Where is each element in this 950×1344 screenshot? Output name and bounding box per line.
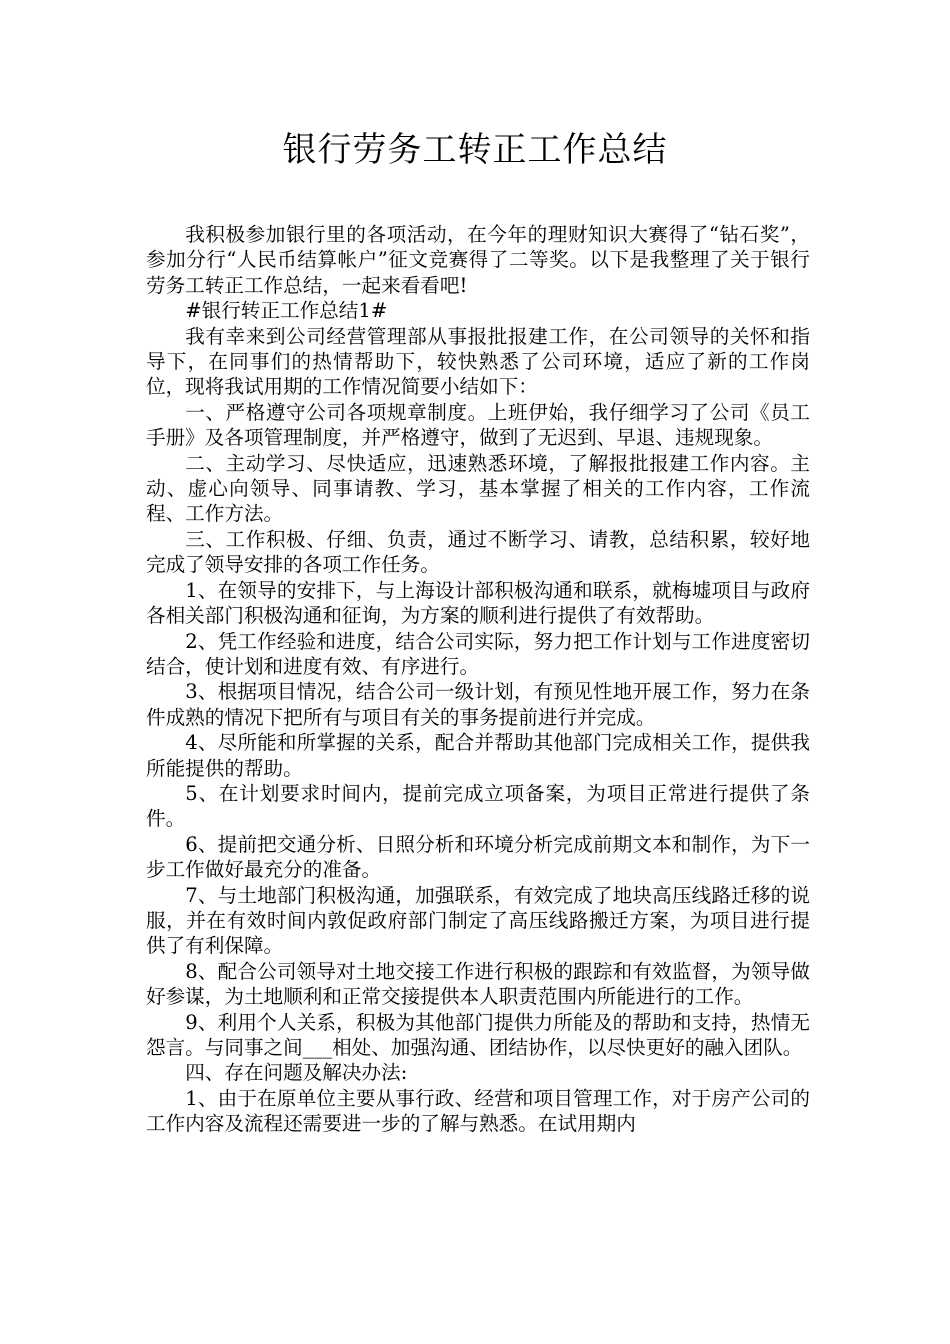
paragraph-point-1: 一、严格遵守公司各项规章制度。上班伊始，我仔细学习了公司《员工手册》及各项管理制度，并严格遵守，做到了无迟到、早退、违规现象。	[146, 400, 810, 450]
paragraph-item-8: 8、配合公司领导对土地交接工作进行积极的跟踪和有效监督，为领导做好参谋，为土地顺利和正常交接提供本人职责范围内所能进行的工作。	[146, 959, 810, 1009]
paragraph-point-4: 四、存在问题及解决办法:	[185, 1061, 408, 1085]
document-title: 银行劳务工转正工作总结	[282, 130, 668, 170]
paragraph-point-2: 二、主动学习、尽快适应，迅速熟悉环境，了解报批报建工作内容。主动、虚心向领导、同事请教、学习，基本掌握了相关的工作内容，工作流程、工作方法。	[146, 451, 810, 526]
paragraph-item-4: 4、尽所能和所掌握的关系，配合并帮助其他部门完成相关工作，提供我所能提供的帮助。	[146, 731, 810, 780]
paragraph-item-6: 6、提前把交通分析、日照分析和环境分析完成前期文本和制作，为下一步工作做好最充分的准备。	[146, 832, 810, 882]
paragraph-intro: 我积极参加银行里的各项活动，在今年的理财知识大赛得了“钻石奖”，参加分行“人民币结算帐户”征文竞赛得了二等奖。以下是我整理了关于银行劳务工转正工作总结，一起来看看吧!	[146, 223, 810, 297]
paragraph-item-5: 5、在计划要求时间内，提前完成立项备案，为项目正常进行提供了条件。	[146, 781, 810, 831]
paragraph-item-1: 1、在领导的安排下，与上海设计部积极沟通和联系，就梅墟项目与政府各相关部门积极沟通和征询，为方案的顺利进行提供了有效帮助。	[146, 578, 810, 628]
paragraph-opening: 我有幸来到公司经营管理部从事报批报建工作，在公司领导的关怀和指导下，在同事们的热情帮助下，较快熟悉了公司环境，适应了新的工作岗位，现将我试用期的工作情况简要小结如下：	[146, 324, 810, 399]
paragraph-item-9: 9、利用个人关系，积极为其他部门提供力所能及的帮助和支持，热情无怨言。与同事之间___相处、加强沟通、团结协作，以尽快更好的融入团队。	[146, 1010, 810, 1059]
paragraph-point-3: 三、工作积极、仔细、负责，通过不断学习、请教，总结积累，较好地完成了领导安排的各项工作任务。	[146, 527, 810, 577]
paragraph-item-2: 2、凭工作经验和进度，结合公司实际，努力把工作计划与工作进度密切结合，使计划和进度有效、有序进行。	[146, 629, 810, 678]
paragraph-item-3: 3、根据项目情况，结合公司一级计划，有预见性地开展工作，努力在条件成熟的情况下把所有与项目有关的事务提前进行并完成。	[146, 680, 810, 729]
paragraph-issue-1: 1、由于在原单位主要从事行政、经营和项目管理工作，对于房产公司的工作内容及流程还需要进一步的了解与熟悉。在试用期内	[146, 1086, 810, 1136]
paragraph-section-heading: #银行转正工作总结1#	[185, 299, 388, 323]
document-body	[146, 222, 810, 1137]
paragraph-item-7: 7、与土地部门积极沟通，加强联系，有效完成了地块高压线路迁移的说服，并在有效时间内敦促政府部门制定了高压线路搬迁方案，为项目进行提供了有利保障。	[146, 883, 810, 958]
